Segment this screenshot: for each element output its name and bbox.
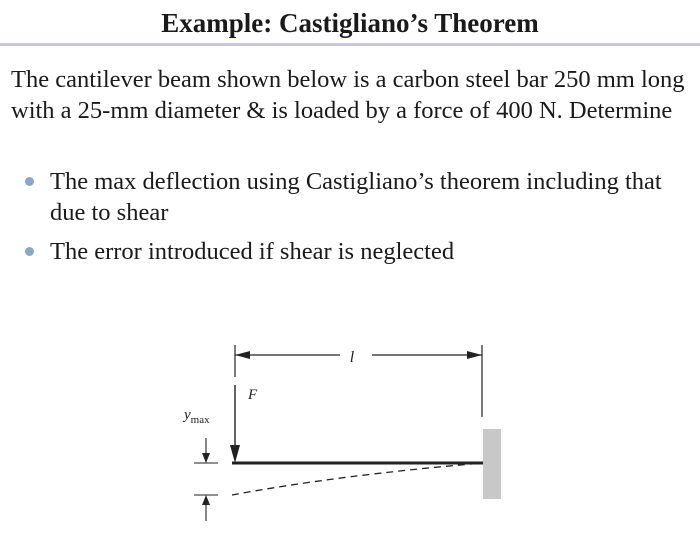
deflection-label: $y_{max}$ <box>184 407 210 426</box>
wall-support <box>483 429 501 499</box>
list-item <box>0 166 680 228</box>
force-arrow <box>230 385 258 463</box>
deflection-indicator <box>182 407 218 521</box>
arrowhead-right-icon <box>467 351 482 359</box>
list-item-text: The error introduced if shear is neglected <box>50 238 455 265</box>
deflected-shape <box>232 463 483 495</box>
length-dimension <box>235 345 482 417</box>
list-item-text: The max deflection using Castigliano’s theorem including that due to shear <box>50 168 662 226</box>
length-label: l <box>349 349 355 366</box>
bullet-icon <box>25 247 34 256</box>
problem-statement: The cantilever beam shown below is a carbon steel bar 250 mm long with a 25-mm diameter & is loaded by a force of 400 N. Determine <box>11 66 685 124</box>
force-label: F <box>248 387 258 403</box>
bullet-icon <box>25 177 34 186</box>
cantilever-beam-diagram <box>170 335 510 535</box>
title-divider <box>0 43 700 46</box>
list-item <box>0 236 680 267</box>
task-list <box>0 166 700 275</box>
deflection-arrow-down-icon <box>202 453 210 463</box>
force-arrowhead-icon <box>230 445 240 463</box>
page-title: Example: Castigliano’s Theorem <box>161 8 539 38</box>
arrowhead-left-icon <box>235 351 250 359</box>
